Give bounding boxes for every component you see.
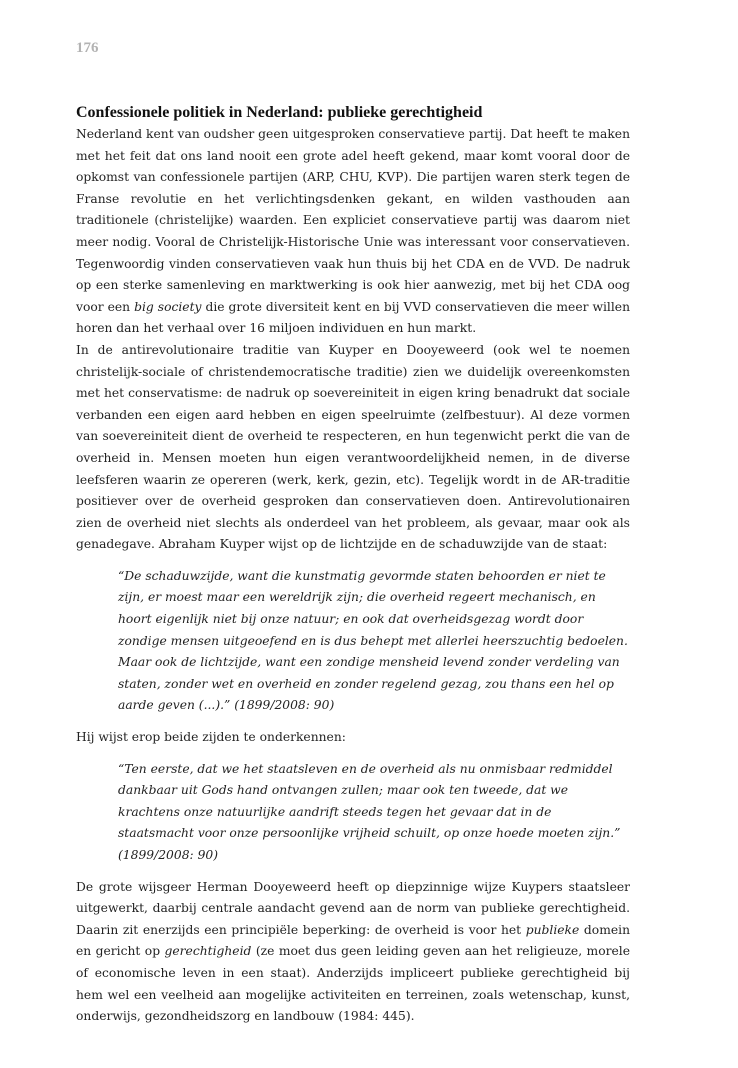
paragraph-2: In de antirevolutionaire traditie van Kuyper en Dooyeweerd (ook wel te noemen christelijk-sociale of christendemocratische traditie) zien we duidelijk overeenkomsten met het conservatisme: de nadruk op soevereiniteit in eigen kring benadrukt dat sociale verbanden een eigen aard hebben en eigen speelruimte (zelfbestuur). Al deze vormen van soevereiniteit dient de overheid te respecteren, en hun tegenwicht perkt die van de overheid in. Mensen moeten hun eigen verantwoordelijkheid nemen, in de diverse leefsferen waarin ze opereren (werk, kerk, gezin, etc). Tegelijk wordt in de AR-traditie positiever over de overheid gesproken dan conservatieven doen. Antirevolutionairen zien de overheid niet slechts als onderdeel van het probleem, als gevaar, maar ook als genadegave. Abraham Kuyper wijst op de lichtzijde en de schaduwzijde van de staat: [76,342,630,552]
page-content [76,102,630,1028]
paragraph-1-emphasis: big society [134,299,202,314]
section-heading: Confessionele politiek in Nederland: publieke gerechtigheid [76,104,483,121]
block-quote-2: “Ten eerste, dat we het staatsleven en de overheid als nu onmisbaar redmiddel dankbaar uit Gods hand ontvangen zullen; maar ook ten tweede, dat we krachtens onze natuurlijke aandrift steeds tegen het gevaar dat in de staatsmacht voor onze persoonlijke vrijheid schuilt, op onze hoede moeten zijn.” (1899/2008: 90) [118,761,621,862]
paragraph-4-text-a: De grote wijsgeer Herman Dooyeweerd heeft op diepzinnige wijze Kuypers staatsleer uitgewerkt, daarbij centrale aandacht gevend aan de norm van publieke gerechtigheid. Daarin zit enerzijds een principiële beperking: de overheid is voor het [76,879,630,937]
paragraph-4-text-c: (ze moet dus geen leiding geven aan het religieuze, morele of economische leven in een staat). Anderzijds impliceert publieke gerechtigheid bij hem wel een veelheid aan mogelijke activiteiten en terreinen, zoals wetenschap, kunst, onderwijs, gezondheidszorg en landbouw (1984: 445). [76,944,630,1024]
paragraph-1-text-a: Nederland kent van oudsher geen uitgesproken conservatieve partij. Dat heeft te maken met het feit dat ons land nooit een grote adel heeft gekend, maar komt vooral door de opkomst van confessionele partijen (ARP, CHU, KVP). Die partijen waren sterk tegen de Franse revolutie en het verlichtingsdenken gekant, en wilden vasthouden aan traditionele (christelijke) waarden. Een expliciet conservatieve partij was daarom niet meer nodig. Vooral de Christelijk-Historische Unie was interessant voor conservatieven. Tegenwoordig vinden conservatieven vaak hun thuis bij het CDA en de VVD. De nadruk op een sterke samenleving en marktwerking is ook hier aanwezig, met bij het CDA oog voor een [76,127,630,314]
paragraph-4-text-b: domein en gericht op [76,922,631,959]
paragraph-1 [76,124,630,340]
paragraph-3: Hij wijst erop beide zijden te onderkennen: [76,730,346,745]
block-quote-1: “De schaduwzijde, want die kunstmatig gevormde staten behoorden er niet te zijn, er moest maar een wereldrijk zijn; die overheid regeert mechanisch, en hoort eigenlijk niet bij onze natuur; en ook dat overheidsgezag wordt door zondige mensen uitgeoefend en is dus behept met allerlei heerszuchtig bedoelen. Maar ook de lichtzijde, want een zondige mensheid levend zonder verdeling van staten, zonder wet en overheid en zonder regelend gezag, zou thans een hel op aarde geven (...).” (1899/2008: 90) [118,568,628,713]
page-number: 176 [76,40,99,56]
paragraph-4 [76,877,630,1028]
paragraph-4-emphasis-1: publieke [525,922,580,937]
paragraph-4-emphasis-2: gerechtigheid [164,944,252,959]
paragraph-1-text-b: die grote diversiteit kent en bij VVD conservatieven die meer willen horen dan het verhaal over 16 miljoen individuen en hun markt. [76,299,630,336]
